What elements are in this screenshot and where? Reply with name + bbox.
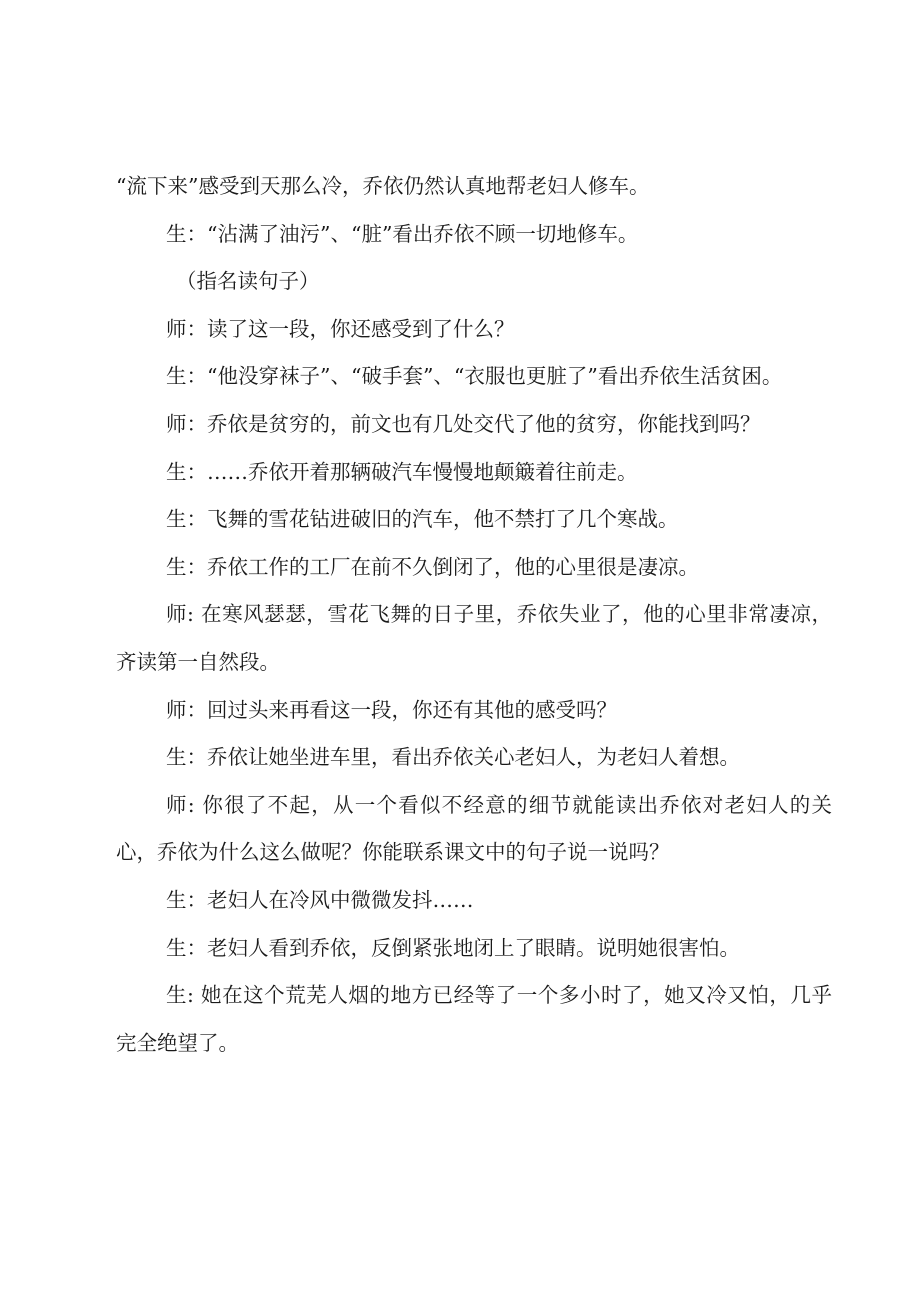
paragraph-student-answer: 生: 她在这个荒芜人烟的地方已经等了一个多小时了，她又冷又怕，几乎完全绝望了。 (116, 983, 832, 1055)
paragraph-student-answer: 生：“他没穿袜子”、“破手套”、“衣服也更脏了”看出乔依生活贫困。 (166, 364, 783, 389)
paragraph-student-answer: 生：……乔依开着那辆破汽车慢慢地颠簸着往前走。 (166, 459, 638, 484)
paragraph-student-answer: 生：“沾满了油污”、“脏”看出乔依不顾一切地修车。 (166, 221, 639, 246)
paragraph-student-answer: 生：老妇人在冷风中微微发抖…… (166, 887, 474, 912)
paragraph-teacher-remark: 师: 在寒风瑟瑟，雪花飞舞的日子里，乔依失业了，他的心里非常凄凉，齐读第一自然段。 (116, 602, 832, 674)
paragraph-teacher-question: 师：读了这一段，你还感受到了什么？ (166, 316, 515, 341)
paragraph-student-answer: 生：乔依让她坐进车里，看出乔依关心老妇人，为老妇人着想。 (166, 745, 740, 770)
paragraph-student-answer: 生：飞舞的雪花钻进破旧的汽车，他不禁打了几个寒战。 (166, 507, 679, 532)
paragraph-stage-direction: （指名读句子） (176, 269, 320, 294)
paragraph-continuation: “流下来”感受到天那么冷，乔依仍然认真地帮老妇人修车。 (116, 174, 650, 198)
paragraph-teacher-question: 师：乔依是贫穷的，前文也有几处交代了他的贫穷，你能找到吗？ (166, 411, 761, 436)
body-text (116, 163, 832, 1067)
paragraph-teacher-question: 师：回过头来再看这一段，你还有其他的感受吗？ (166, 697, 617, 722)
paragraph-teacher-remark: 师: 你很了不起，从一个看似不经意的细节就能读出乔依对老妇人的关心，乔依为什么这么做呢？你能联系课文中的句子说一说吗？ (116, 792, 832, 865)
paragraph-student-answer: 生：老妇人看到乔依，反倒紧张地闭上了眼睛。说明她很害怕。 (166, 935, 740, 960)
paragraph-student-answer: 生：乔依工作的工厂在前不久倒闭了，他的心里很是凄凉。 (166, 554, 699, 579)
